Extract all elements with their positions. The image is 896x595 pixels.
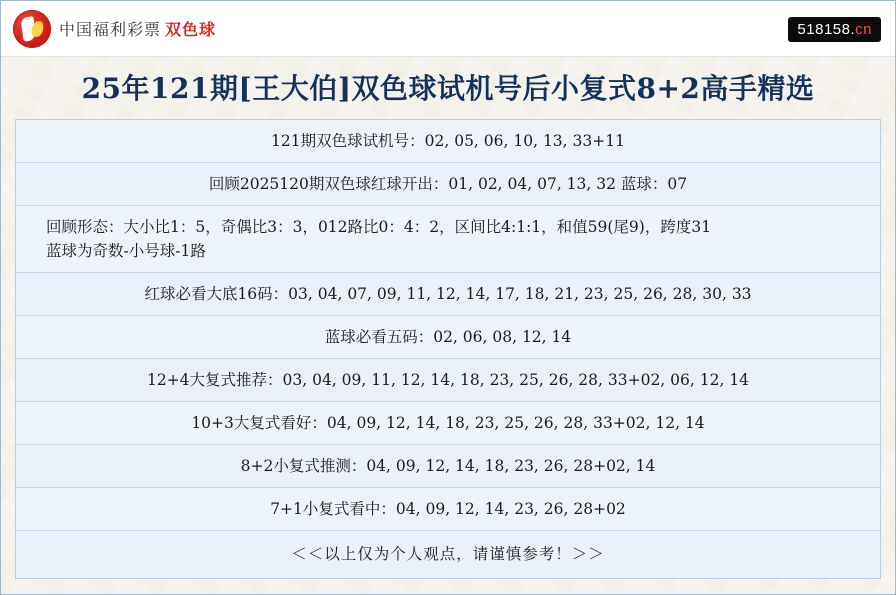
table-row: 7+1小复式看中：04, 09, 12, 14, 23, 26, 28+02: [16, 488, 880, 531]
site-domain-tld: cn: [855, 21, 872, 38]
table-row: 10+3大复式看好：04, 09, 12, 14, 18, 23, 25, 26, 28, 33+02, 12, 14: [16, 402, 880, 445]
table-row: 红球必看大底16码：03, 04, 07, 09, 11, 12, 14, 17, 18, 21, 23, 25, 26, 28, 30, 33: [16, 273, 880, 316]
site-header: [1, 1, 895, 57]
table-row: 回顾2025120期双色球红球开出：01, 02, 04, 07, 13, 32 蓝球：07: [16, 163, 880, 206]
brand-text: [59, 17, 216, 40]
table-row: 8+2小复式推测：04, 09, 12, 14, 18, 23, 26, 28+02, 14: [16, 445, 880, 488]
table-row-line: 蓝球为奇数-小号球-1路: [46, 242, 206, 261]
welfare-lottery-logo-icon: [13, 10, 51, 48]
site-domain-main: 518158.: [797, 21, 856, 38]
table-row: 蓝球必看五码：02, 06, 08, 12, 14: [16, 316, 880, 359]
table-row: 121期双色球试机号：02, 05, 06, 10, 13, 33+11: [16, 120, 880, 163]
site-domain-badge: [788, 17, 881, 42]
table-row-line: 回顾形态：大小比1：5，奇偶比3：3，012路比0：4：2，区间比4:1:1，和值59(尾9)，跨度31: [46, 218, 712, 237]
page-title: 25年121期[王大伯]双色球试机号后小复式8+2高手精选: [81, 72, 815, 105]
table-row: [16, 206, 880, 273]
brand-game-label: 双色球: [165, 20, 217, 39]
brand-logo: [13, 10, 216, 48]
disclaimer-note: ＜＜以上仅为个人观点，请谨慎参考！＞＞: [16, 531, 880, 578]
forecast-table: [15, 119, 881, 579]
brand-name-label: 中国福利彩票: [59, 20, 162, 39]
table-row: 12+4大复式推荐：03, 04, 09, 11, 12, 14, 18, 23, 25, 26, 28, 33+02, 06, 12, 14: [16, 359, 880, 402]
